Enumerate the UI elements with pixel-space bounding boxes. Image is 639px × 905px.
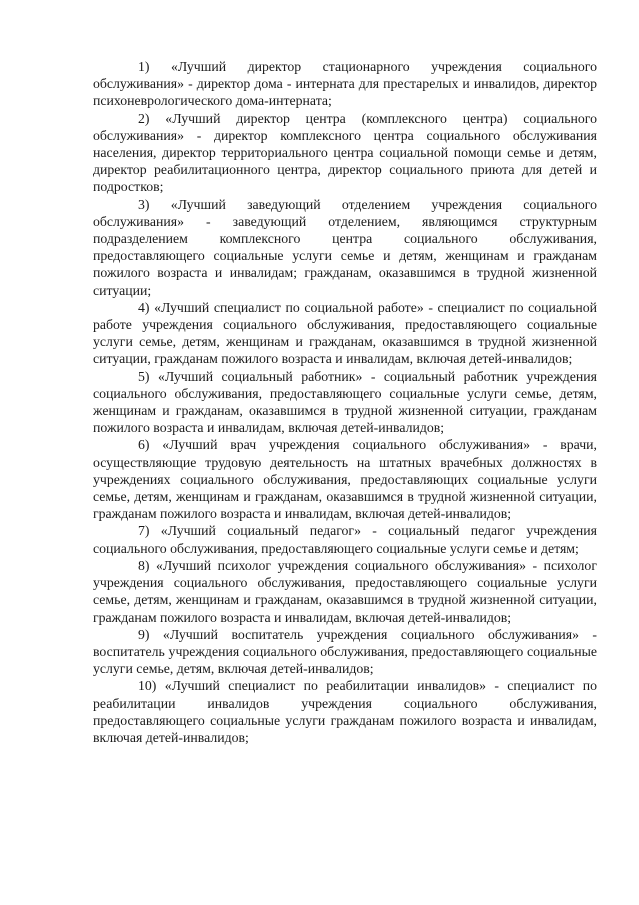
list-item-8: 8) «Лучший психолог учреждения социального обслуживания» - психолог учреждения социального обслуживания, предоставляющего социальные услуги семье, детям, женщинам и гражданам, оказавшимся в трудной жизненной ситуации, гражданам пожилого возраста и инвалидам, включая детей-инвалидов; — [93, 557, 597, 625]
list-item-7: 7) «Лучший социальный педагог» - социальный педагог учреждения социального обслуживания, предоставляющего социальные услуги семье и детям; — [93, 523, 597, 556]
list-item-1: 1) «Лучший директор стационарного учреждения социального обслуживания» - директор дома - интерната для престарелых и инвалидов, директор психоневрологического дома-интерната; — [93, 59, 597, 109]
list-item-2: 2) «Лучший директор центра (комплексного центра) социального обслуживания» - директор комплексного центра социального обслуживания населения, директор территориального центра социальной помощи семье и детям, директор реабилитационного центра, директор социального приюта для детей и подростков; — [93, 110, 597, 195]
list-item-5: 5) «Лучший социальный работник» - социальный работник учреждения социального обслуживания, предоставляющего социальные услуги семье, детям, женщинам и гражданам, оказавшимся в трудной жизненной ситуации, гражданам пожилого возраста и инвалидам, включая детей-инвалидов; — [93, 368, 597, 436]
list-item-10: 10) «Лучший специалист по реабилитации инвалидов» - специалист по реабилитации инвалидов учреждения социального обслуживания, предоставляющего социальные услуги гражданам пожилого возраста и инвалидам, включая детей-инвалидов; — [93, 678, 597, 745]
list-item-9: 9) «Лучший воспитатель учреждения социального обслуживания» - воспитатель учреждения социального обслуживания, предоставляющего социальные услуги семье, детям, включая детей-инвалидов; — [93, 626, 597, 677]
list-item-6: 6) «Лучший врач учреждения социального обслуживания» - врачи, осуществляющие трудовую деятельность на штатных врачебных должностях в учреждениях социального обслуживания, предоставляющих социальные услуги семье, детям, женщинам и гражданам, оказавшимся в трудной жизненной ситуации, гражданам пожилого возраста и инвалидам, включая детей-инвалидов; — [93, 437, 597, 522]
list-item-3: 3) «Лучший заведующий отделением учреждения социального обслуживания» - заведующий отделением, являющимся структурным подразделением комплексного центра социального обслуживания, предоставляющего социальные услуги семье и детям, женщинам и гражданам пожилого возраста и инвалидам; гражданам, оказавшимся в трудной жизненной ситуации; — [93, 196, 597, 298]
list-item-4: 4) «Лучший специалист по социальной работе» - специалист по социальной работе учреждения социального обслуживания, предоставляющего социальные услуги семье, детям, женщинам и гражданам, оказавшимся в трудной жизненной ситуации, гражданам пожилого возраста и инвалидам, включая детей-инвалидов; — [93, 299, 597, 367]
document-page — [93, 58, 597, 746]
